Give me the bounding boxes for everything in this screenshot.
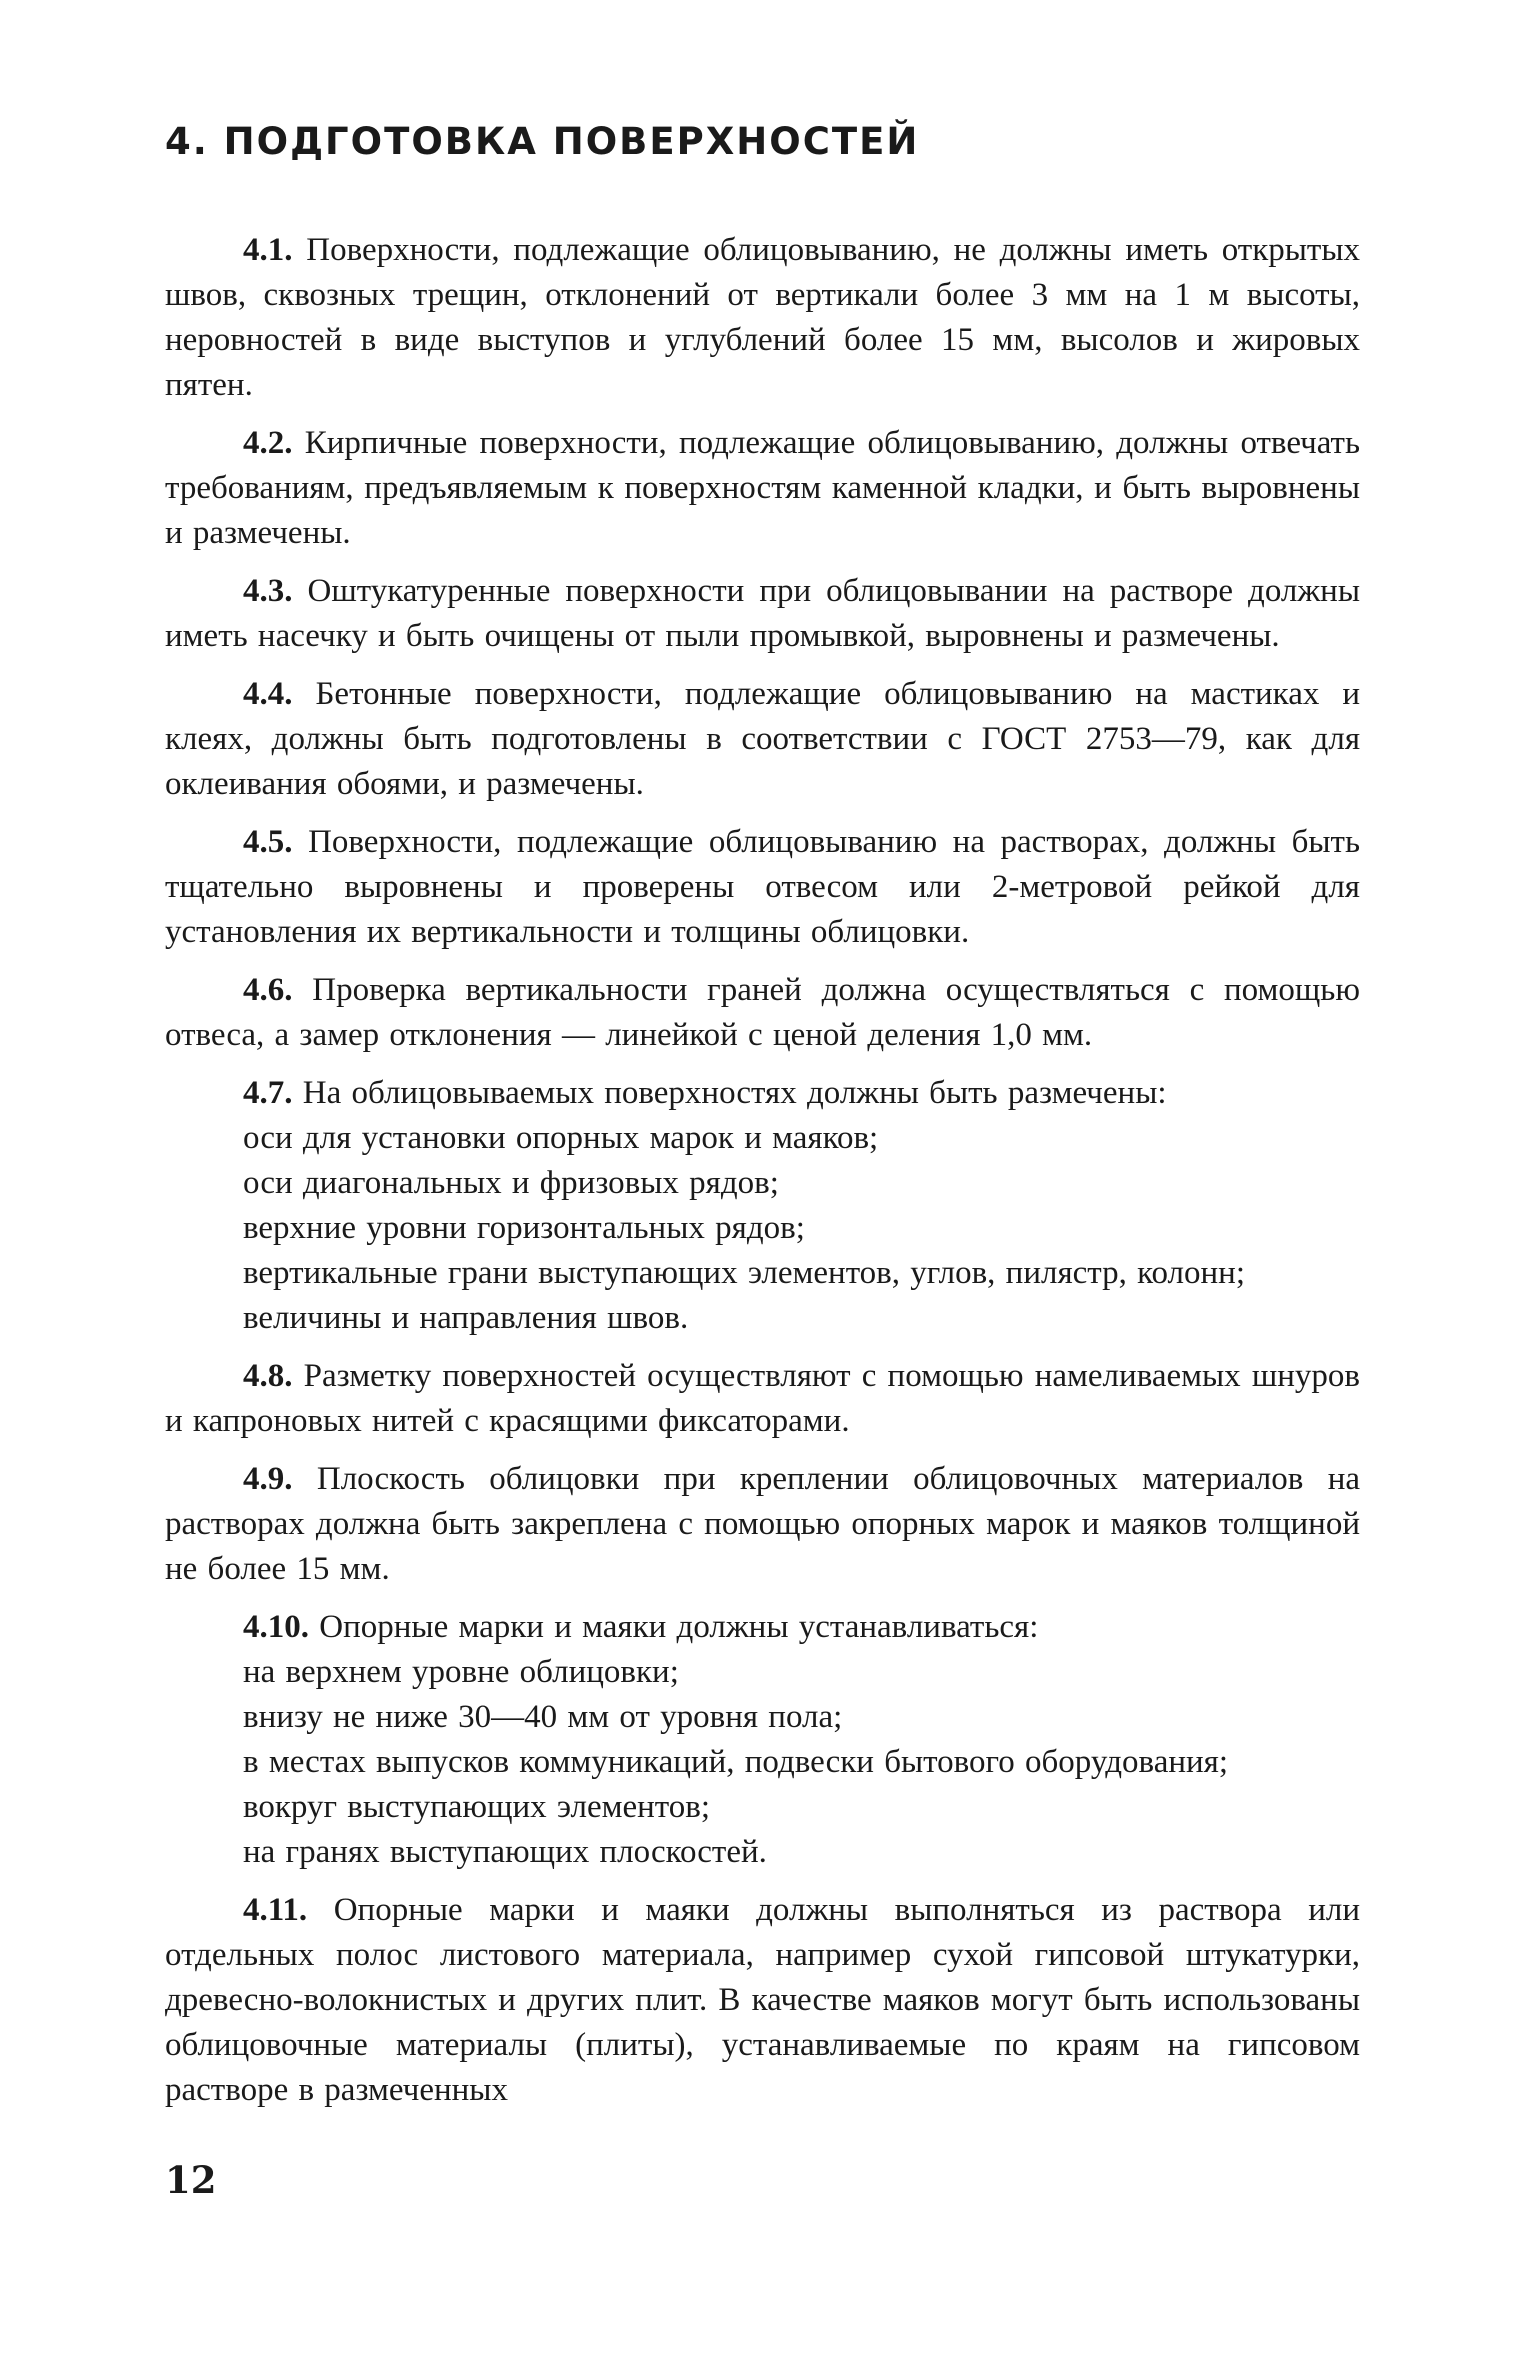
paragraph-4-7 xyxy=(165,1071,1360,1116)
list-item-4-7-3: верхние уровни горизонтальных рядов; xyxy=(243,1210,805,1246)
list-item-4-7-2: оси диагональных и фризовых рядов; xyxy=(243,1165,779,1201)
list-item-4-7-4: вертикальные грани выступающих элементов, углов, пилястр, колонн; xyxy=(243,1255,1245,1291)
paragraph-4-3 xyxy=(165,569,1360,659)
paragraph-4-1 xyxy=(165,228,1360,408)
paragraph-4-8 xyxy=(165,1354,1360,1444)
list-item-4-10-5: на гранях выступающих плоскостей. xyxy=(243,1834,767,1870)
paragraph-text: Бетонные поверхности, подлежащие облицовыванию на мастиках и клеях, должны быть подготовлены в соответствии с ГОСТ 2753—79, как для оклеивания обоями, и размечены. xyxy=(165,676,1360,802)
paragraph-4-10 xyxy=(165,1605,1360,1650)
paragraph-text: Опорные марки и маяки должны устанавливаться: xyxy=(319,1609,1039,1645)
paragraph-text: Разметку поверхностей осуществляют с помощью намеливаемых шнуров и капроновых нитей с красящими фиксаторами. xyxy=(165,1358,1361,1439)
list-item-4-7-5: величины и направления швов. xyxy=(243,1300,689,1336)
paragraph-number: 4.7. xyxy=(243,1075,293,1111)
paragraph-number: 4.2. xyxy=(243,425,293,461)
paragraph-number: 4.6. xyxy=(243,972,293,1008)
paragraph-text: На облицовываемых поверхностях должны быть размечены: xyxy=(302,1075,1167,1111)
list-item-4-10-3: в местах выпусков коммуникаций, подвески бытового оборудования; xyxy=(243,1744,1229,1780)
paragraph-number: 4.9. xyxy=(243,1461,293,1497)
paragraph-4-5 xyxy=(165,820,1360,955)
paragraph-number: 4.3. xyxy=(243,573,293,609)
paragraph-number: 4.4. xyxy=(243,676,293,712)
paragraph-text: Поверхности, подлежащие облицовыванию, не должны иметь открытых швов, сквозных трещин, отклонений от вертикали более 3 мм на 1 м высоты, неровностей в виде выступов и углублений более 15 мм, высолов и жировых пятен. xyxy=(165,232,1361,403)
paragraph-text: Проверка вертикальности граней должна осуществляться с помощью отвеса, а замер отклонения — линейкой с ценой деления 1,0 мм. xyxy=(165,972,1360,1053)
paragraph-number: 4.5. xyxy=(243,824,293,860)
section-heading: 4. ПОДГОТОВКА ПОВЕРХНОСТЕЙ xyxy=(165,120,920,163)
paragraph-text: Оштукатуренные поверхности при облицовывании на растворе должны иметь насечку и быть очищены от пыли промывкой, выровнены и размечены. xyxy=(165,573,1360,654)
paragraph-text: Кирпичные поверхности, подлежащие облицовыванию, должны отвечать требованиям, предъявляемым к поверхностям каменной кладки, и быть выровнены и размечены. xyxy=(165,425,1361,551)
page-number: 12 xyxy=(165,2158,217,2202)
paragraph-4-6 xyxy=(165,968,1360,1058)
paragraph-number: 4.8. xyxy=(243,1358,293,1394)
paragraph-text: Поверхности, подлежащие облицовыванию на растворах, должны быть тщательно выровнены и проверены отвесом или 2-метровой рейкой для установления их вертикальности и толщины облицовки. xyxy=(165,824,1361,950)
paragraph-number: 4.11. xyxy=(243,1892,308,1928)
paragraph-text: Опорные марки и маяки должны выполняться из раствора или отдельных полос листового материала, например сухой гипсовой штукатурки, древесно-волокнистых и других плит. В качестве маяков могут быть использованы облицовочные материалы (плиты), устанавливаемые по краям на гипсовом растворе в размеченных xyxy=(165,1892,1360,2108)
paragraph-text: Плоскость облицовки при креплении облицовочных материалов на растворах должна быть закреплена с помощью опорных марок и маяков толщиной не более 15 мм. xyxy=(165,1461,1360,1587)
paragraph-4-9 xyxy=(165,1457,1360,1592)
paragraph-4-2 xyxy=(165,421,1360,556)
list-item-4-10-1: на верхнем уровне облицовки; xyxy=(243,1654,679,1690)
list-item-4-10-2: внизу не ниже 30—40 мм от уровня пола; xyxy=(243,1699,843,1735)
paragraph-4-11 xyxy=(165,1888,1360,2113)
document-page xyxy=(165,118,1360,2126)
list-item-4-7-1: оси для установки опорных марок и маяков; xyxy=(243,1120,879,1156)
paragraph-number: 4.1. xyxy=(243,232,293,268)
paragraph-4-4 xyxy=(165,672,1360,807)
paragraph-number: 4.10. xyxy=(243,1609,309,1645)
list-item-4-10-4: вокруг выступающих элементов; xyxy=(243,1789,711,1825)
